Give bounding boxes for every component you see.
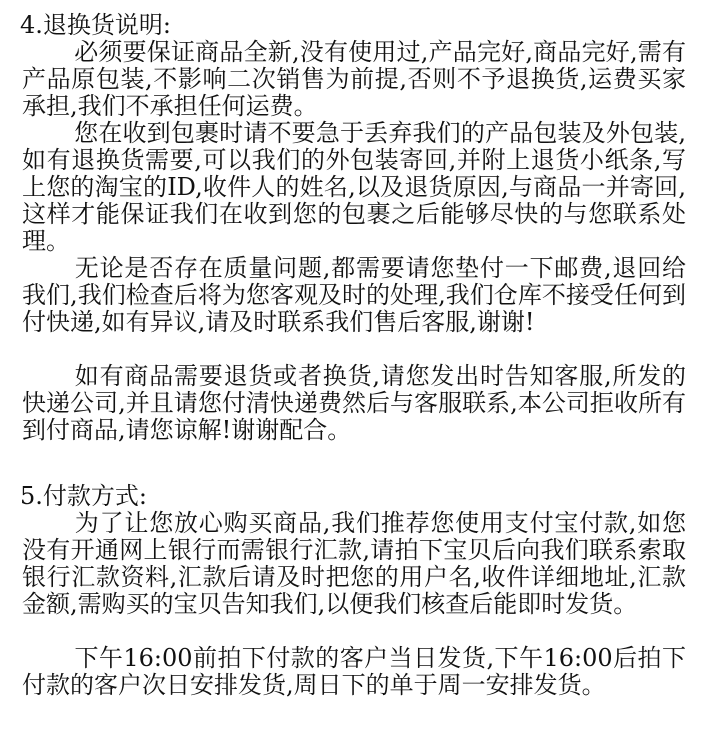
payment-method-paragraph: 为了让您放心购买商品,我们推荐您使用支付宝付款,如您没有开通网上银行而需银行汇款,请拍下宝贝后向我们联系索取银行汇款资料,汇款后请及时把您的用户名,收件详细地址,汇款金额,需购买的宝贝告知我们,以便我们核查后能即时发货。 <box>22 509 686 618</box>
shipping-time-paragraph: 下午16:00前拍下付款的客户当日发货,下午16:00后拍下付款的客户次日安排发货,周日下的单于周一安排发货。 <box>22 644 686 699</box>
section-5-heading: 5.付款方式: <box>20 482 147 510</box>
postage-paragraph: 无论是否存在质量问题,都需要请您垫付一下邮费,退回给我们,我们检查后将为您客观及时的处理,我们仓库不接受任何到付快递,如有异议,请及时联系我们售后客服,谢谢! <box>22 254 686 336</box>
exchange-notice-paragraph: 如有商品需要退货或者换货,请您发出时告知客服,所发的快递公司,并且请您付清快递费然后与客服联系,本公司拒收所有到付商品,请您谅解!谢谢配合。 <box>22 362 686 444</box>
package-return-paragraph: 您在收到包裹时请不要急于丢弃我们的产品包装及外包装,如有退换货需要,可以我们的外包装寄回,并附上退货小纸条,写上您的淘宝的ID,收件人的姓名,以及退货原因,与商品一并寄回,这样才能保证我们在收到您的包裹之后能够尽快的与您联系处理。 <box>22 119 686 255</box>
return-condition-paragraph: 必须要保证商品全新,没有使用过,产品完好,商品完好,需有产品原包装,不影响二次销售为前提,否则不予退换货,运费买家承担,我们不承担任何运费。 <box>22 38 686 120</box>
section-4-heading: 4.退换货说明: <box>20 11 171 39</box>
